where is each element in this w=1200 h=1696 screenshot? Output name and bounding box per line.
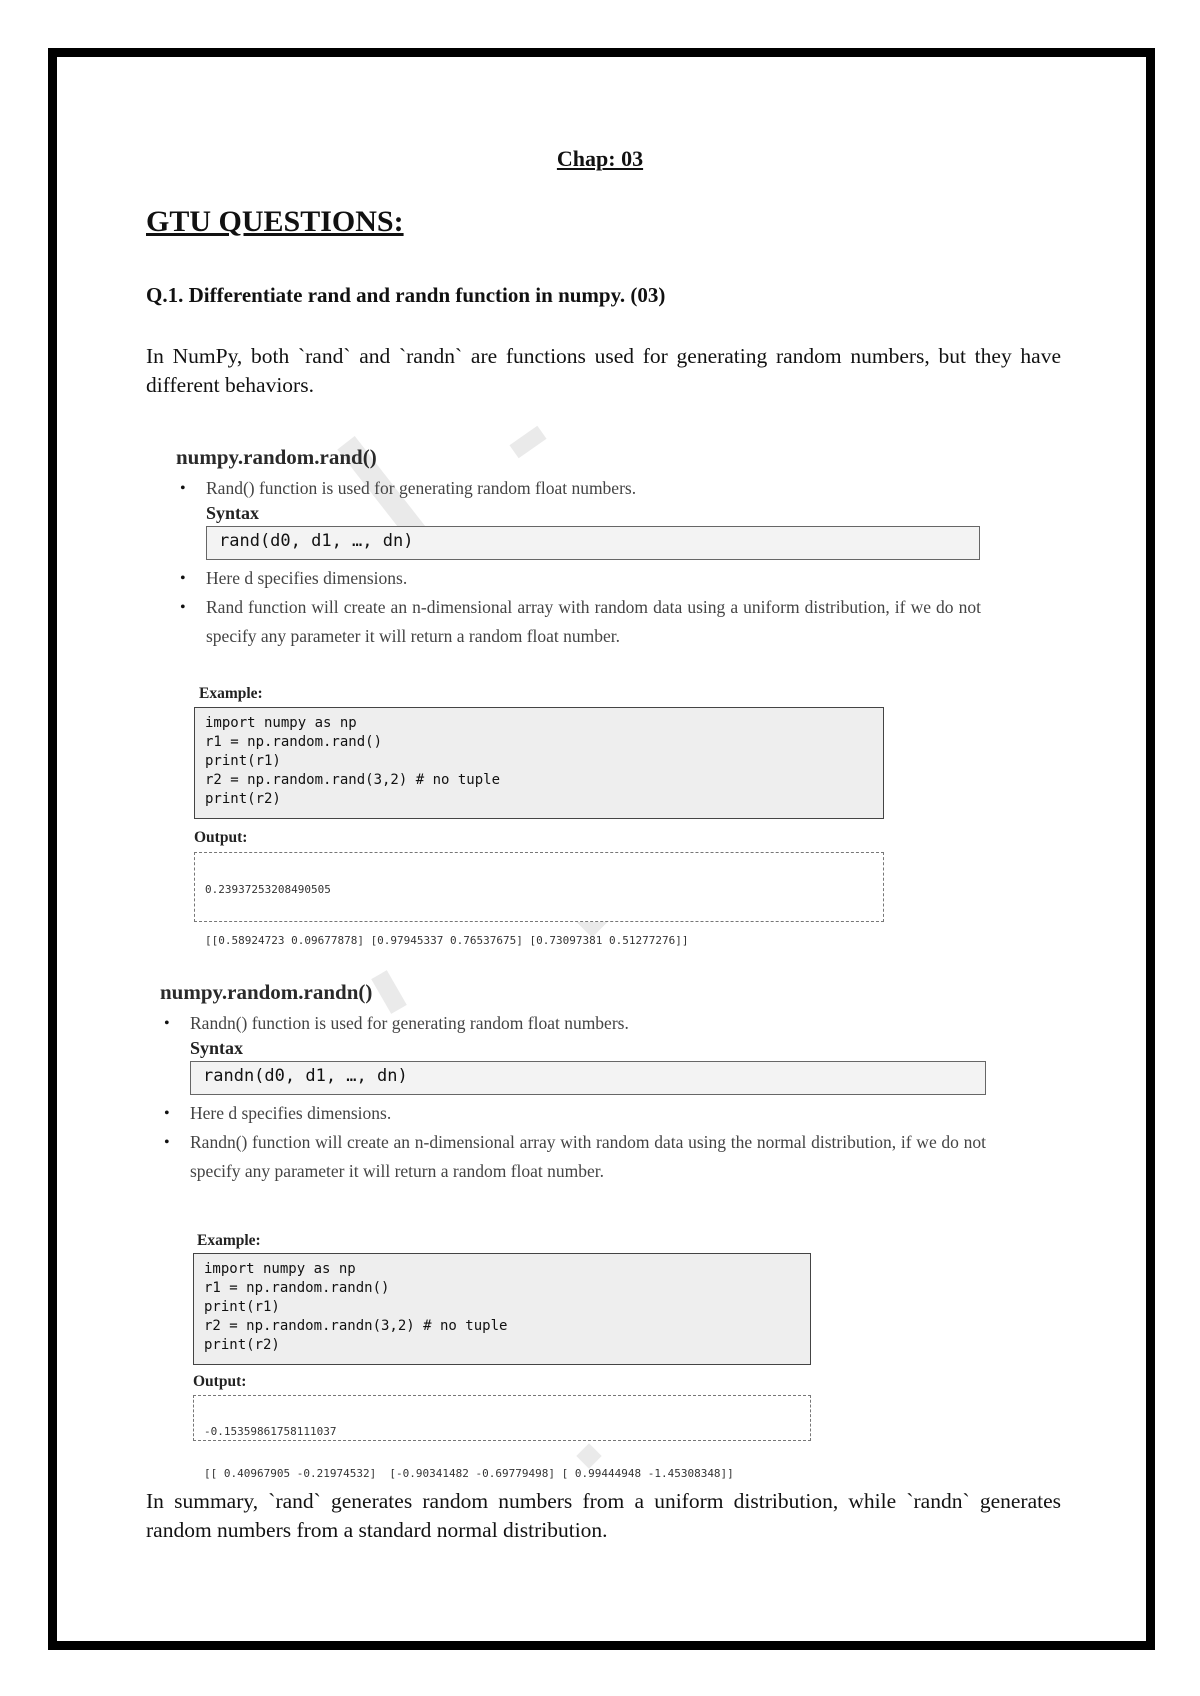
- rand-code-block: import numpy as np r1 = np.random.rand() print(r1) r2 = np.random.rand(3,2) # no tuple print(r2): [194, 707, 884, 819]
- randn-output-line-2: [[ 0.40967905 -0.21974532] [-0.90341482 -0.69779498] [ 0.99444948 -1.45308348]]: [204, 1467, 734, 1480]
- rand-output-label: Output:: [194, 829, 248, 846]
- rand-bullet-1: • Rand() function is used for generating random float numbers.: [176, 474, 986, 503]
- question-title: Q.1. Differentiate rand and randn function in numpy. (03): [146, 283, 666, 307]
- page-heading: GTU QUESTIONS:: [146, 205, 404, 238]
- randn-bullet-3: • Randn() function will create an n-dimensional array with random data using the normal distribution, if we do not specify any parameter it will return a random float number.: [160, 1128, 986, 1186]
- randn-output-label: Output:: [193, 1373, 247, 1390]
- randn-output-box: [193, 1395, 811, 1480]
- rand-output-line-2: [[0.58924723 0.09677878] [0.97945337 0.76537675] [0.73097381 0.51277276]]: [205, 934, 689, 947]
- rand-syntax-label: Syntax: [206, 503, 260, 523]
- rand-section: [176, 445, 986, 651]
- randn-section: [160, 980, 990, 1186]
- intro-paragraph: In NumPy, both `rand` and `randn` are functions used for generating random numbers, but they have different behaviors.: [146, 344, 1061, 397]
- randn-bullet-2: • Here d specifies dimensions.: [160, 1099, 986, 1128]
- rand-bullet-3: • Rand function will create an n-dimensional array with random data using a uniform distribution, if we do not specify any parameter it will return a random float number.: [176, 593, 981, 651]
- randn-bullet-1: • Randn() function is used for generating random float numbers.: [160, 1009, 990, 1038]
- randn-output-line-1: -0.15359861758111037: [204, 1425, 337, 1438]
- randn-bullets: [160, 1009, 990, 1038]
- randn-title: numpy.random.randn(): [160, 980, 373, 1004]
- randn-syntax-box: randn(d0, d1, …, dn): [190, 1061, 986, 1095]
- randn-syntax-label: Syntax: [190, 1038, 244, 1058]
- randn-example-label: Example:: [197, 1232, 261, 1249]
- chapter-label: Chap: 03: [556, 146, 644, 171]
- rand-bullets: [176, 474, 986, 503]
- rand-output-box: [194, 852, 884, 947]
- randn-bullets-2: [160, 1099, 986, 1186]
- summary-paragraph: In summary, `rand` generates random numbers from a uniform distribution, while `randn` generates random numbers from a standard normal distribution.: [146, 1489, 1061, 1542]
- randn-code-block: import numpy as np r1 = np.random.randn() print(r1) r2 = np.random.randn(3,2) # no tuple print(r2): [193, 1253, 811, 1365]
- rand-bullet-2: • Here d specifies dimensions.: [176, 564, 981, 593]
- rand-example-label: Example:: [199, 685, 263, 702]
- rand-syntax-box: rand(d0, d1, …, dn): [206, 526, 980, 560]
- rand-bullets-2: [176, 564, 981, 651]
- rand-title: numpy.random.rand(): [176, 445, 377, 469]
- rand-output-line-1: 0.23937253208490505: [205, 883, 331, 896]
